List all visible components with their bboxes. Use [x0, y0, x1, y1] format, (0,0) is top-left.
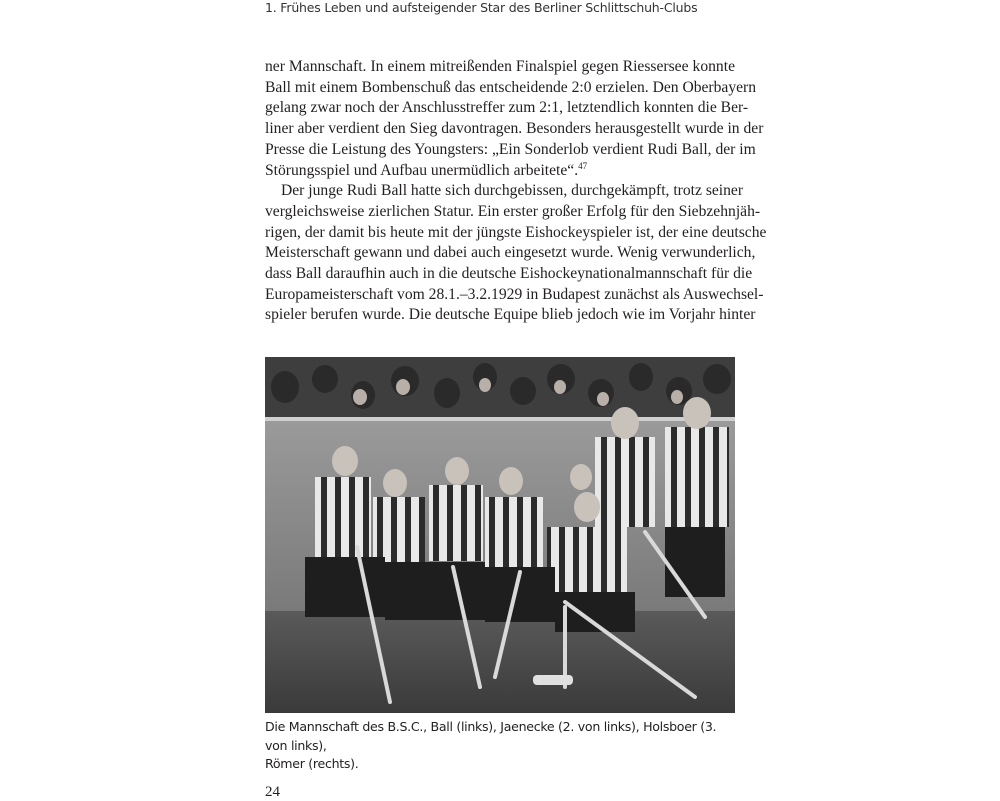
paragraph-last-line — [265, 161, 735, 182]
page-number: 24 — [265, 784, 280, 800]
text-line: Meisterschaft gewann und dabei auch eingesetzt wurde. Wenig verwunderlich, — [265, 244, 756, 262]
team-photo — [265, 357, 735, 713]
text-line: gelang zwar noch der Anschlusstreffer zum 2:1, letztendlich konnten die Ber- — [265, 99, 749, 117]
running-head: 1. Frühes Leben und aufsteigender Star des Berliner Schlittschuh-Clubs — [265, 0, 698, 15]
photo-caption — [265, 718, 735, 774]
text-line: dass Ball daraufhin auch in die deutsche Eishockeynationalmannschaft für die — [265, 265, 753, 283]
text-line: rigen, der damit bis heute mit der jüngste Eishockeyspieler ist, der eine deutsche — [265, 223, 767, 241]
footnote-ref[interactable]: 47 — [578, 160, 588, 171]
caption-line: Römer (rechts). — [265, 756, 359, 771]
text-line: spieler berufen wurde. Die deutsche Equipe blieb jedoch wie im Vorjahr hinter — [265, 306, 756, 324]
text-line: Europameisterschaft vom 28.1.–3.2.1929 in Budapest zunächst als Auswechsel- — [265, 285, 764, 303]
text-line: vergleichsweise zierlichen Statur. Ein erster großer Erfolg für den Siebzehnjäh- — [265, 202, 761, 220]
text-line: Ball mit einem Bombenschuß das entscheidende 2:0 erzielen. Den Oberbayern — [265, 78, 757, 96]
body-text — [265, 57, 767, 326]
caption-line: Die Mannschaft des B.S.C., Ball (links), Jaenecke (2. von links), Holsboer (3. von links), — [265, 719, 717, 753]
text-line: ner Mannschaft. In einem mitreißenden Finalspiel gegen Riessersee konnte — [265, 58, 735, 75]
text-line: Der junge Rudi Ball hatte sich durchgebissen, durchgekämpft, trotz seiner — [281, 182, 744, 200]
text-line: Presse die Leistung des Youngsters: „Ein Sonderlob verdient Rudi Ball, der im — [265, 140, 756, 158]
text-line: liner aber verdient den Sieg davontragen. Besonders herausgestellt wurde in der — [265, 120, 764, 138]
text-line-content: Störungsspiel und Aufbau unermüdlich arbeitete“. — [265, 161, 579, 179]
